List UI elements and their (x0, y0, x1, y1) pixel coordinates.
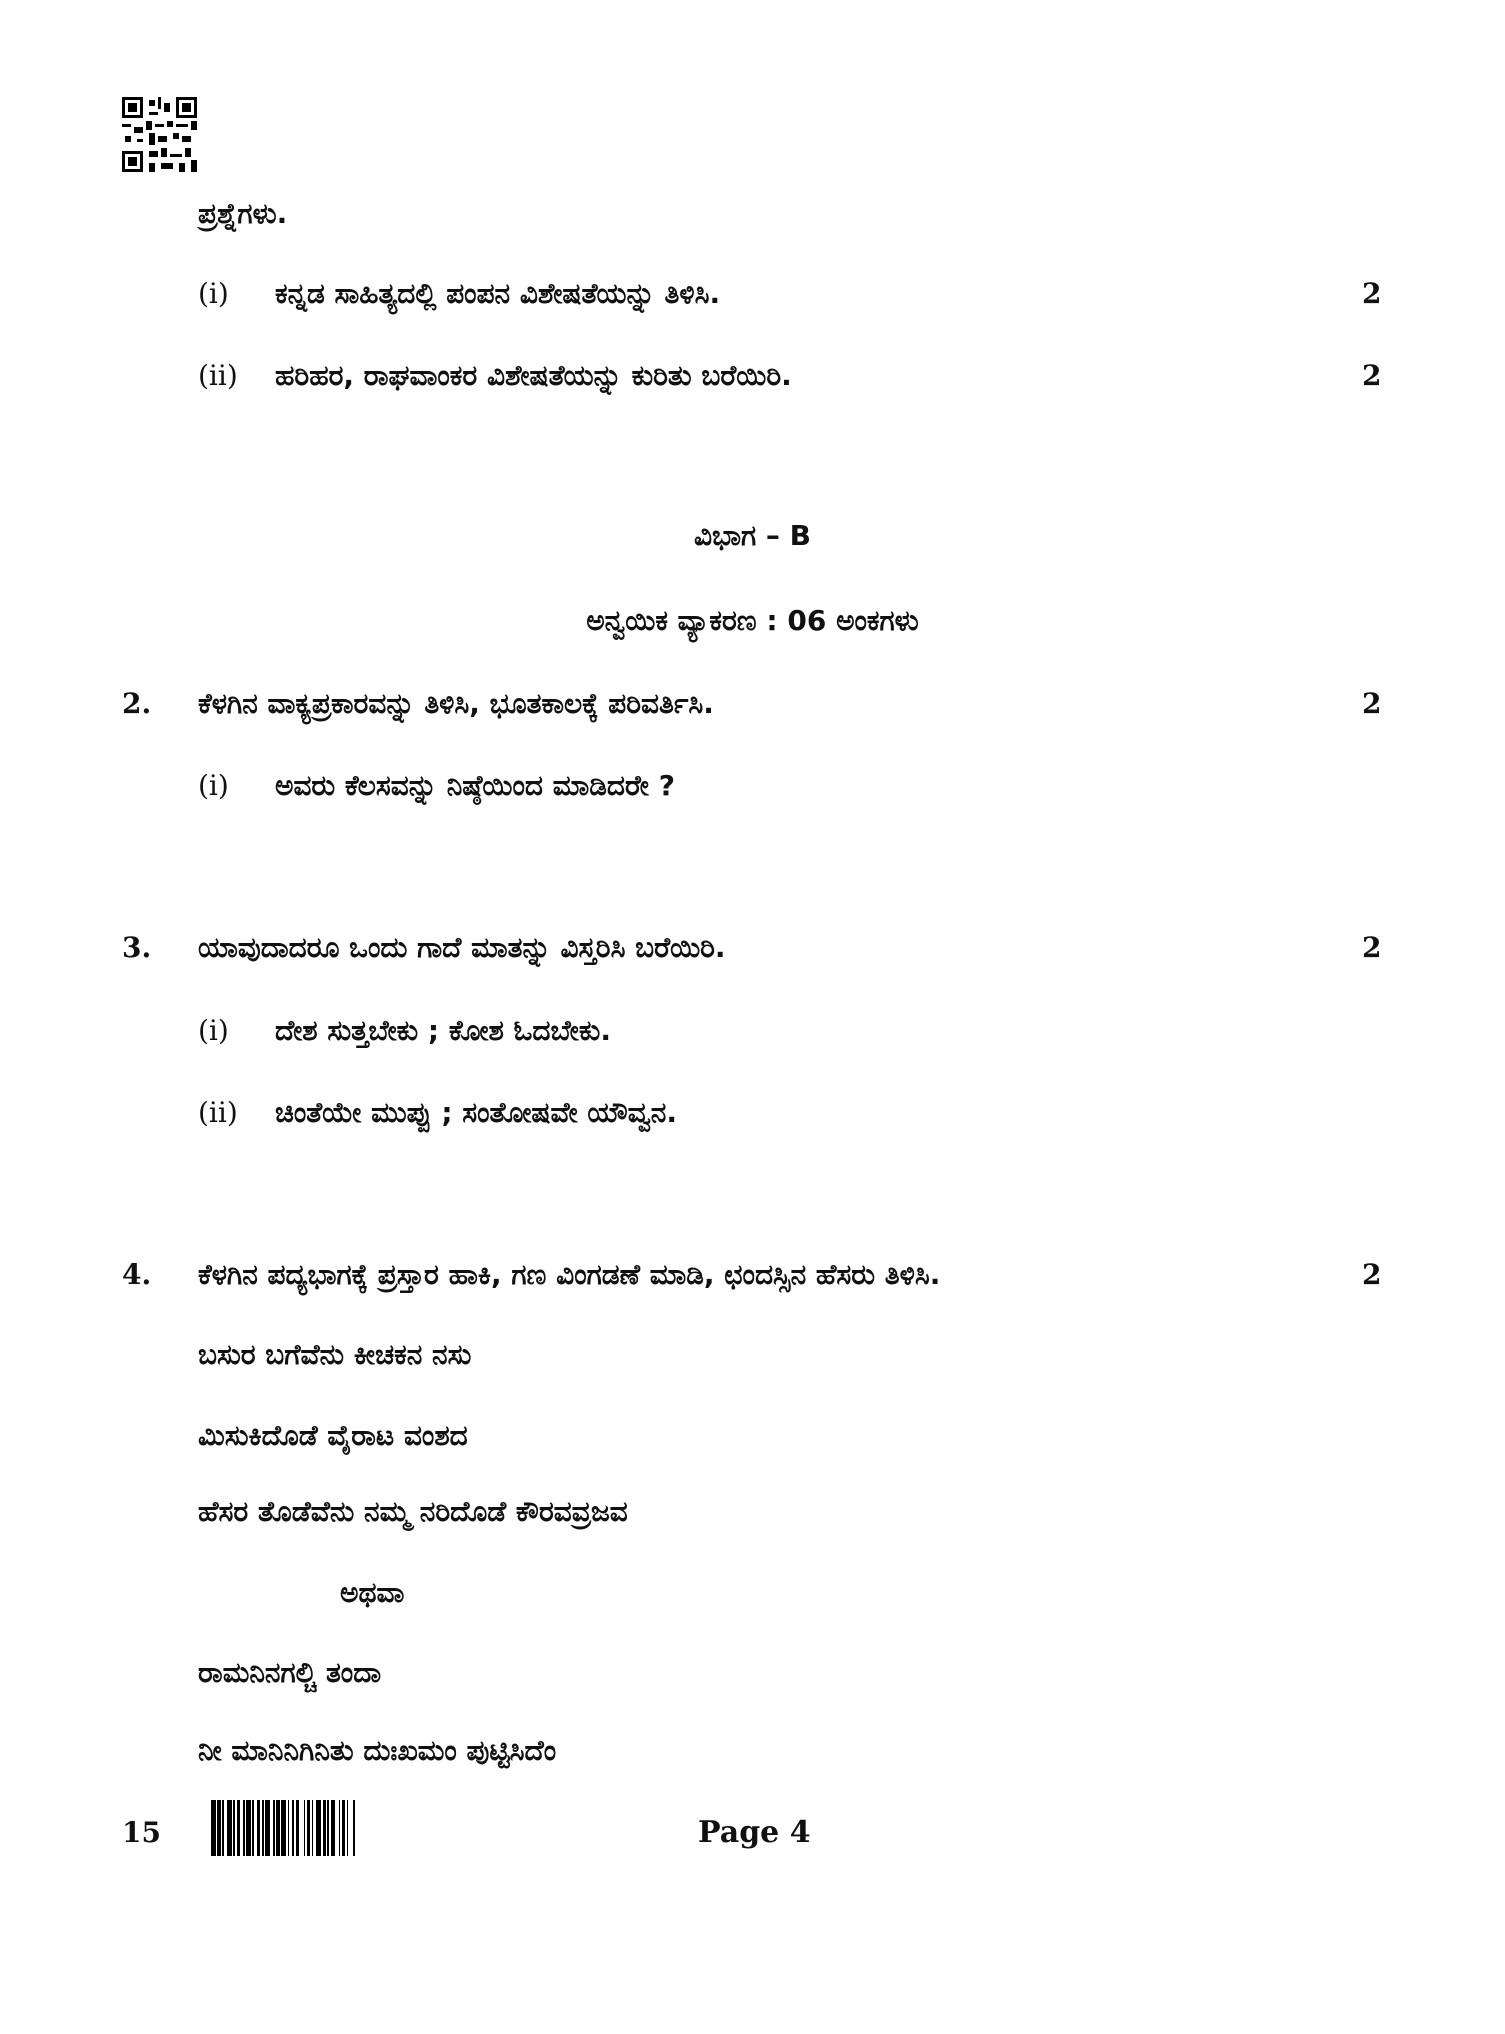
qr-code (122, 97, 197, 172)
poem2-line: ನೀ ಮಾನಿನಿಗಿನಿತು ದುಃಖಮಂ ಪುಟ್ಟಿಸಿದೆಂ (198, 1734, 557, 1767)
q2-part-i-label: (i) (198, 769, 229, 802)
footer-code: 15 (122, 1816, 161, 1849)
q1-part-ii-text: ಹರಿಹರ, ರಾಘವಾಂಕರ ವಿಶೇಷತೆಯನ್ನು ಕುರಿತು ಬರೆಯಿರಿ. (275, 359, 792, 392)
barcode-bar (355, 1800, 358, 1856)
q3-text: ಯಾವುದಾದರೂ ಒಂದು ಗಾದೆ ಮಾತನ್ನು ವಿಸ್ತರಿಸಿ ಬರೆಯಿರಿ. (198, 931, 726, 964)
q3-part-ii-text: ಚಿಂತೆಯೇ ಮುಪ್ಪು ; ಸಂತೋಷವೇ ಯೌವ್ವನ. (275, 1096, 677, 1129)
q3-part-i-text: ದೇಶ ಸುತ್ತಬೇಕು ; ಕೋಶ ಓದಬೇಕು. (275, 1014, 611, 1047)
q4-number: 4. (122, 1258, 152, 1291)
section-subtitle: ಅನ್ವಯಿಕ ವ್ಯಾಕರಣ : 06 ಅಂಕಗಳು (586, 604, 919, 637)
q2-number: 2. (122, 687, 152, 720)
q1-part-ii-label: (ii) (198, 359, 238, 392)
q3-number: 3. (122, 931, 152, 964)
poem1-line: ಬಸುರ ಬಗೆವೆನು ಕೀಚಕನ ನಸು (198, 1338, 472, 1371)
q1-part-i-label: (i) (198, 277, 229, 310)
poem1-line: ಮಿಸುಕಿದೊಡೆ ವೈರಾಟ ವಂಶದ (198, 1419, 468, 1452)
poem1-line: ಹೆಸರ ತೊಡೆವೆನು ನಮ್ಮ ನರಿದೊಡೆ ಕೌರವವ್ರಜವ (198, 1495, 628, 1528)
section-title: ವಿಭಾಗ – B (693, 519, 812, 552)
q3-part-i-label: (i) (198, 1014, 229, 1047)
q4-marks: 2 (1362, 1258, 1382, 1291)
q1-part-i-text: ಕನ್ನಡ ಸಾಹಿತ್ಯದಲ್ಲಿ ಪಂಪನ ವಿಶೇಷತೆಯನ್ನು ತಿಳಿಸಿ. (275, 277, 721, 310)
page-number: Page 4 (698, 1815, 811, 1850)
q1-part-ii-marks: 2 (1362, 359, 1382, 392)
q2-part-i-text: ಅವರು ಕೆಲಸವನ್ನು ನಿಷ್ಠೆಯಿಂದ ಮಾಡಿದರೇ ? (275, 769, 675, 802)
q2-text: ಕೆಳಗಿನ ವಾಕ್ಯಪ್ರಕಾರವನ್ನು ತಿಳಿಸಿ, ಭೂತಕಾಲಕ್ಕೆ ಪರಿವರ್ತಿಸಿ. (198, 687, 714, 720)
q2-marks: 2 (1362, 687, 1382, 720)
or-label: ಅಥವಾ (340, 1576, 405, 1609)
intro-tail: ಪ್ರಶ್ನೆಗಳು. (198, 197, 288, 230)
q3-marks: 2 (1362, 931, 1382, 964)
poem2-line: ರಾಮನಿನಗಲ್ಚಿ ತಂದಾ (198, 1656, 382, 1689)
q3-part-ii-label: (ii) (198, 1096, 238, 1129)
q1-part-i-marks: 2 (1362, 277, 1382, 310)
q4-text: ಕೆಳಗಿನ ಪದ್ಯಭಾಗಕ್ಕೆ ಪ್ರಸ್ತಾರ ಹಾಕಿ, ಗಣ ವಿಂಗಡಣೆ ಮಾಡಿ, ಛಂದಸ್ಸಿನ ಹೆಸರು ತಿಳಿಸಿ. (198, 1258, 941, 1291)
barcode (211, 1800, 461, 1856)
